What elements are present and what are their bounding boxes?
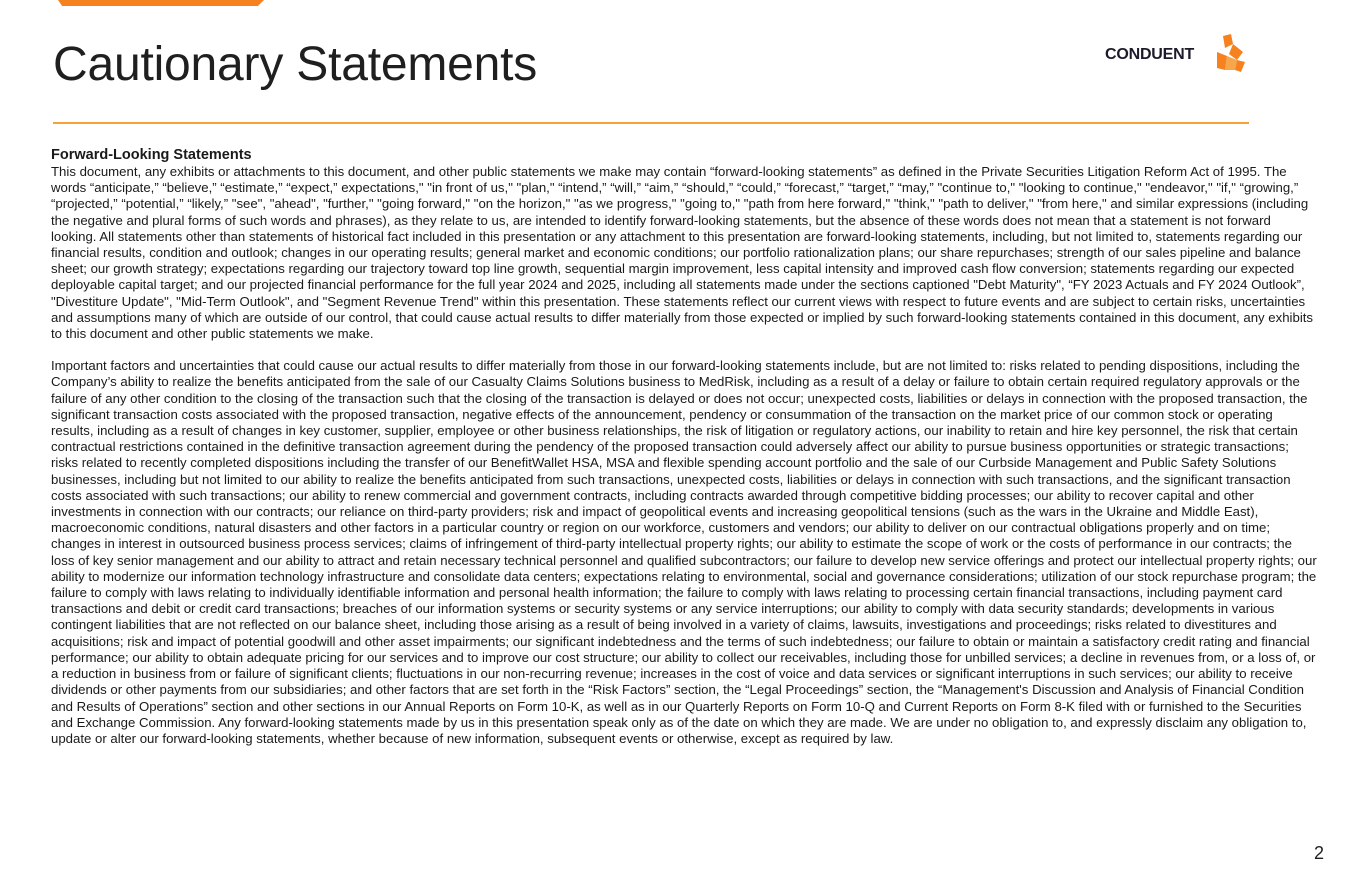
conduent-logo (1105, 34, 1255, 76)
logo-wordmark: CONDUENT (1105, 46, 1195, 63)
page-title: Cautionary Statements (53, 38, 538, 91)
page-number: 2 (1313, 843, 1324, 863)
top-accent-bar (58, 0, 264, 6)
paragraph-forward-looking: This document, any exhibits or attachments to this document, and other public statements we make may contain “forward-looking statements” as defined in the Private Securities Litigation Reform Act of 1995. The words “anticipate,” “believe,” “estimate,” “expect,” expectations," "in front of us," "plan," “intend,” “will,” “aim,” “should,” “could,” “forecast,” “target,” “may,” "continue to," "looking to continue," "endeavor," "if," “growing,” “projected,” “potential,” “likely,” "see", "ahead", "further," "going forward," "on the horizon," "as we progress," "going to," "path from here forward," "think," "path to deliver," "from here," and similar expressions (including the negative and plural forms of such words and phrases), as they relate to us, are intended to identify forward-looking statements, but the absence of these words does not mean that a statement is not forward looking. All statements other than statements of historical fact included in this presentation or any attachment to this presentation are forward-looking statements, including, but not limited to, statements regarding our financial results, condition and outlook; changes in our operating results; general market and economic conditions; our portfolio rationalization plans; our share repurchases; strength of our sales pipeline and balance sheet; our growth strategy; expectations regarding our trajectory toward top line growth, sequential margin improvement, less capital intensity and improved cash flow conversion; statements regarding our expected deployable capital target; and our projected financial performance for the full year 2024 and 2025, including all statements made under the sections captioned "Debt Maturity", “FY 2023 Actuals and FY 2024 Outlook”, "Divestiture Update", "Mid-Term Outlook", and "Segment Revenue Trend" within this presentation. These statements reflect our current views with respect to future events and are subject to certain risks, uncertainties and assumptions many of which are outside of our control, that could cause actual results to differ materially from those expected or implied by such forward-looking statements contained in this document, any exhibits to this document and other public statements we make. (51, 164, 1314, 342)
forward-looking-section (51, 146, 1317, 747)
paragraph-risk-factors: Important factors and uncertainties that could cause our actual results to differ materially from those in our forward-looking statements include, but are not limited to: risks related to pending dispositions, including the Company’s ability to realize the benefits anticipated from the sale of our Casualty Claims Solutions business to MedRisk, including as a result of a delay or failure to obtain certain required regulatory approvals or the failure of any other condition to the closing of the transaction such that the closing of the transaction is delayed or does not occur; unexpected costs, liabilities or delays in connection with the proposed transaction, the significant transaction costs associated with the proposed transaction, negative effects of the announcement, pendency or consummation of the transaction on the market price of our common stock or operating results, including as a result of changes in key customer, supplier, employee or other business relationships, the risk of litigation or regulatory actions, our inability to retain and hire key personnel, the risk that certain contractual restrictions contained in the definitive transaction agreement during the pendency of the proposed transaction could adversely affect our ability to pursue business opportunities or strategic transactions; risks related to recently completed dispositions including the transfer of our BenefitWallet HSA, MSA and flexible spending account portfolio and the sale of our Curbside Management and Public Safety Solutions businesses, including but not limited to our ability to realize the benefits anticipated from such transactions, unexpected costs, liabilities or delays in connection with such transactions, and the significant transaction costs associated with such transactions; our ability to renew commercial and government contracts, including contracts awarded through competitive bidding processes; our ability to recover capital and other investments in connection with our contracts; our reliance on third-party providers; risk and impact of geopolitical events and increasing geopolitical tensions (such as the wars in the Ukraine and Middle East), macroeconomic conditions, natural disasters and other factors in a particular country or region on our workforce, customers and vendors; our ability to deliver on our contractual obligations properly and on time; changes in interest in outsourced business process services; claims of infringement of third-party intellectual property rights; our ability to estimate the scope of work or the costs of performance in our contracts; the loss of key senior management and our ability to attract and retain necessary technical personnel and qualified subcontractors; our failure to develop new service offerings and protect our intellectual property rights; our ability to modernize our information technology infrastructure and consolidate data centers; expectations relating to environmental, social and governance considerations; utilization of our stock repurchase program; the failure to comply with laws relating to individually identifiable information and personal health information; the failure to comply with laws relating to processing certain financial transactions, including payment card transactions and debit or credit card transactions; breaches of our information systems or security systems or any service interruptions; our ability to comply with data security standards; developments in various contingent liabilities that are not reflected on our balance sheet, including those arising as a result of being involved in a variety of claims, lawsuits, investigations and proceedings; risks related to divestitures and acquisitions; risk and impact of potential goodwill and other asset impairments; our significant indebtedness and the terms of such indebtedness; our failure to obtain or maintain a satisfactory credit rating and financial performance; our ability to obtain adequate pricing for our services and to improve our cost structure; our ability to collect our receivables, including those for unbilled services; a decline in revenues from, or a loss of, or a reduction in business from or failure of significant clients; fluctuations in our non-recurring revenue; increases in the cost of voice and data services or significant interruptions in such services; our ability to receive dividends or other payments from our subsidiaries; and other factors that are set forth in the “Risk Factors” section, the “Legal Proceedings” section, the “Management's Discussion and Analysis of Financial Condition and Results of Operations” section and other sections in our Annual Reports on Form 10-K, as well as in our Quarterly Reports on Form 10-Q and Current Reports on Form 8-K filed with or furnished to the Securities and Exchange Commission. Any forward-looking statements made by us in this presentation speak only as of the date on which they are made. We are under no obligation to, and expressly disclaim any obligation to, update or alter our forward-looking statements, whether because of new information, subsequent events or otherwise, except as required by law. (51, 358, 1317, 746)
section-heading: Forward-Looking Statements (51, 147, 252, 163)
title-divider (53, 122, 1249, 124)
logo-mark-icon (1211, 34, 1251, 74)
